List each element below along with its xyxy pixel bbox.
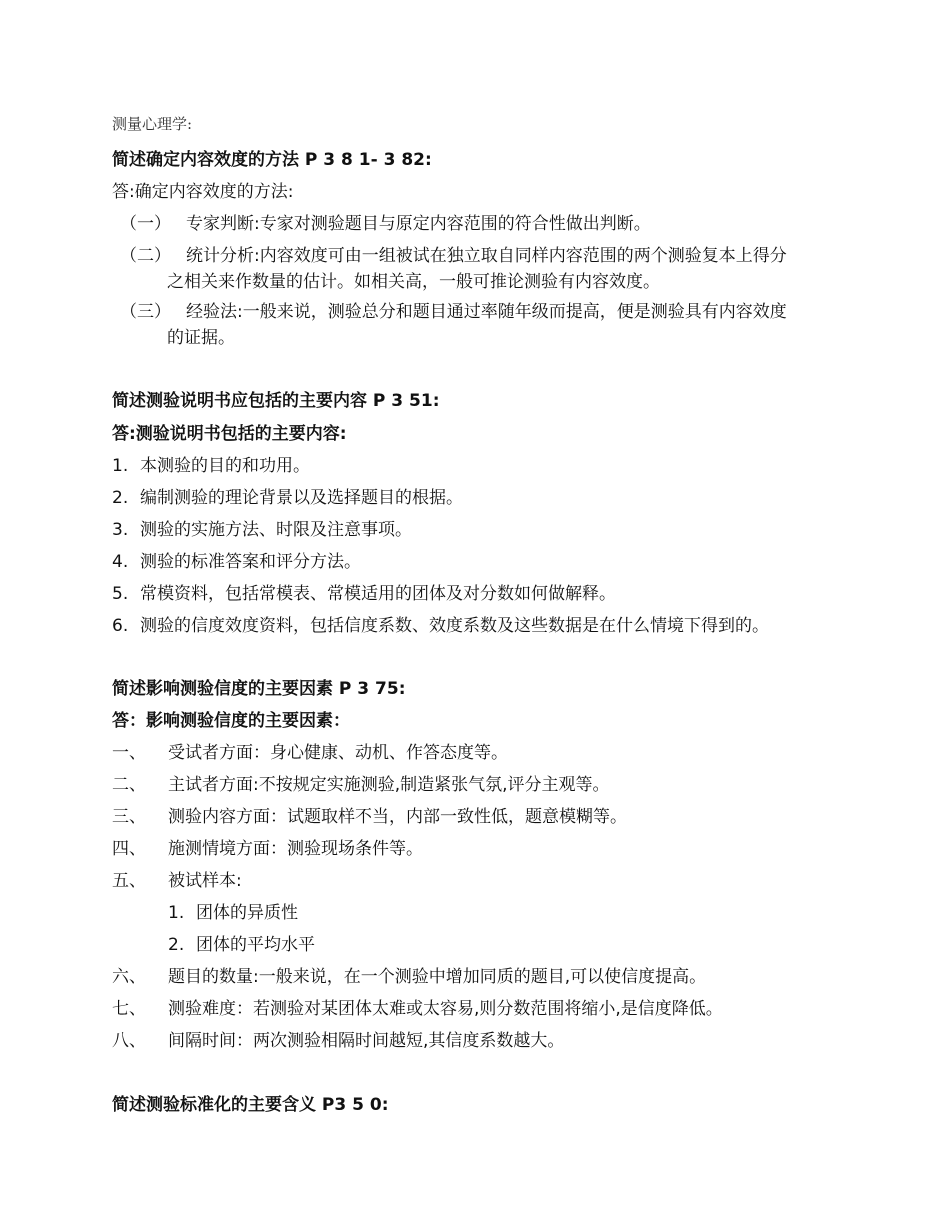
list-marker: 八、 <box>112 1031 146 1051</box>
list-marker: 六、 <box>112 967 146 987</box>
list-item-text: 受试者方面：身心健康、动机、作答态度等。 <box>168 743 508 763</box>
list-item <box>120 245 787 267</box>
section-heading-reliability-factors: 简述影响测验信度的主要因素 P 3 75: <box>112 679 406 699</box>
list-marker: 一、 <box>112 743 146 763</box>
list-item-text: 经验法:一般来说，测验总分和题目通过率随年级而提高，便是测验具有内容效度 <box>186 302 787 322</box>
sub-list-item <box>168 902 298 924</box>
list-item-continuation: 之相关来作数量的估计。如相关高，一般可推论测验有内容效度。 <box>167 272 660 292</box>
list-item-text: 主试者方面:不按规定实施测验,制造紧张气氛,评分主观等。 <box>168 775 610 795</box>
section-heading-content-validity: 简述确定内容效度的方法 P 3 8 1- 3 82: <box>112 150 432 170</box>
list-item-text: 本测验的目的和功用。 <box>140 456 310 476</box>
list-item <box>112 806 627 828</box>
answer-intro: 答:测验说明书包括的主要内容: <box>112 424 347 444</box>
list-item-text: 被试样本: <box>168 871 242 891</box>
list-item-text: 测验内容方面：试题取样不当，内部一致性低，题意模糊等。 <box>168 807 627 827</box>
list-item <box>112 583 616 605</box>
list-item-text: 测验难度：若测验对某团体太难或太容易,则分数范围将缩小,是信度降低。 <box>168 999 723 1019</box>
list-marker: 三、 <box>112 807 146 827</box>
list-item <box>112 870 242 892</box>
list-item-text: 测验的信度效度资料，包括信度系数、效度系数及这些数据是在什么情境下得到的。 <box>140 616 769 636</box>
list-item-text: 题目的数量:一般来说，在一个测验中增加同质的题目,可以使信度提高。 <box>168 967 707 987</box>
list-item-text: 团体的异质性 <box>196 903 298 923</box>
list-item <box>112 742 508 764</box>
list-marker: 1. <box>168 903 185 923</box>
list-marker: 2. <box>112 488 129 508</box>
document-title: 测量心理学: <box>112 115 193 133</box>
list-marker: 四、 <box>112 839 146 859</box>
section-heading-standardization: 简述测验标准化的主要含义 P3 5 0: <box>112 1095 389 1115</box>
list-marker: 二、 <box>112 775 146 795</box>
list-marker: 1. <box>112 456 129 476</box>
answer-intro: 答:确定内容效度的方法: <box>112 182 294 202</box>
list-item <box>112 551 361 573</box>
section-heading-test-manual: 简述测验说明书应包括的主要内容 P 3 51: <box>112 391 440 411</box>
list-item <box>120 301 787 323</box>
list-marker: 七、 <box>112 999 146 1019</box>
list-item-text: 间隔时间：两次测验相隔时间越短,其信度系数越大。 <box>168 1031 565 1051</box>
list-item-text: 团体的平均水平 <box>196 935 315 955</box>
answer-intro: 答：影响测验信度的主要因素： <box>112 711 350 731</box>
list-item-text: 编制测验的理论背景以及选择题目的根据。 <box>140 488 463 508</box>
list-item-continuation: 的证据。 <box>167 328 235 348</box>
list-marker: （二） <box>120 246 171 266</box>
list-marker: 5. <box>112 584 129 604</box>
list-item <box>112 998 723 1020</box>
list-item <box>112 455 310 477</box>
list-marker: 6. <box>112 616 129 636</box>
list-item <box>112 966 706 988</box>
list-item <box>112 615 769 637</box>
list-item <box>112 838 423 860</box>
list-item <box>120 213 651 235</box>
list-item-text: 专家判断:专家对测验题目与原定内容范围的符合性做出判断。 <box>186 214 651 234</box>
list-item-text: 统计分析:内容效度可由一组被试在独立取自同样内容范围的两个测验复本上得分 <box>186 246 787 266</box>
list-item <box>112 487 463 509</box>
list-marker: （一） <box>120 214 171 234</box>
list-marker: 3. <box>112 520 129 540</box>
list-item-text: 测验的标准答案和评分方法。 <box>140 552 361 572</box>
list-item-text: 测验的实施方法、时限及注意事项。 <box>140 520 412 540</box>
list-marker: （三） <box>120 302 171 322</box>
list-item-text: 施测情境方面：测验现场条件等。 <box>168 839 423 859</box>
list-item <box>112 774 610 796</box>
list-item-text: 常模资料，包括常模表、常模适用的团体及对分数如何做解释。 <box>140 584 616 604</box>
list-marker: 4. <box>112 552 129 572</box>
list-item <box>112 1030 564 1052</box>
list-marker: 五、 <box>112 871 146 891</box>
list-item <box>112 519 412 541</box>
sub-list-item <box>168 934 315 956</box>
list-marker: 2. <box>168 935 185 955</box>
